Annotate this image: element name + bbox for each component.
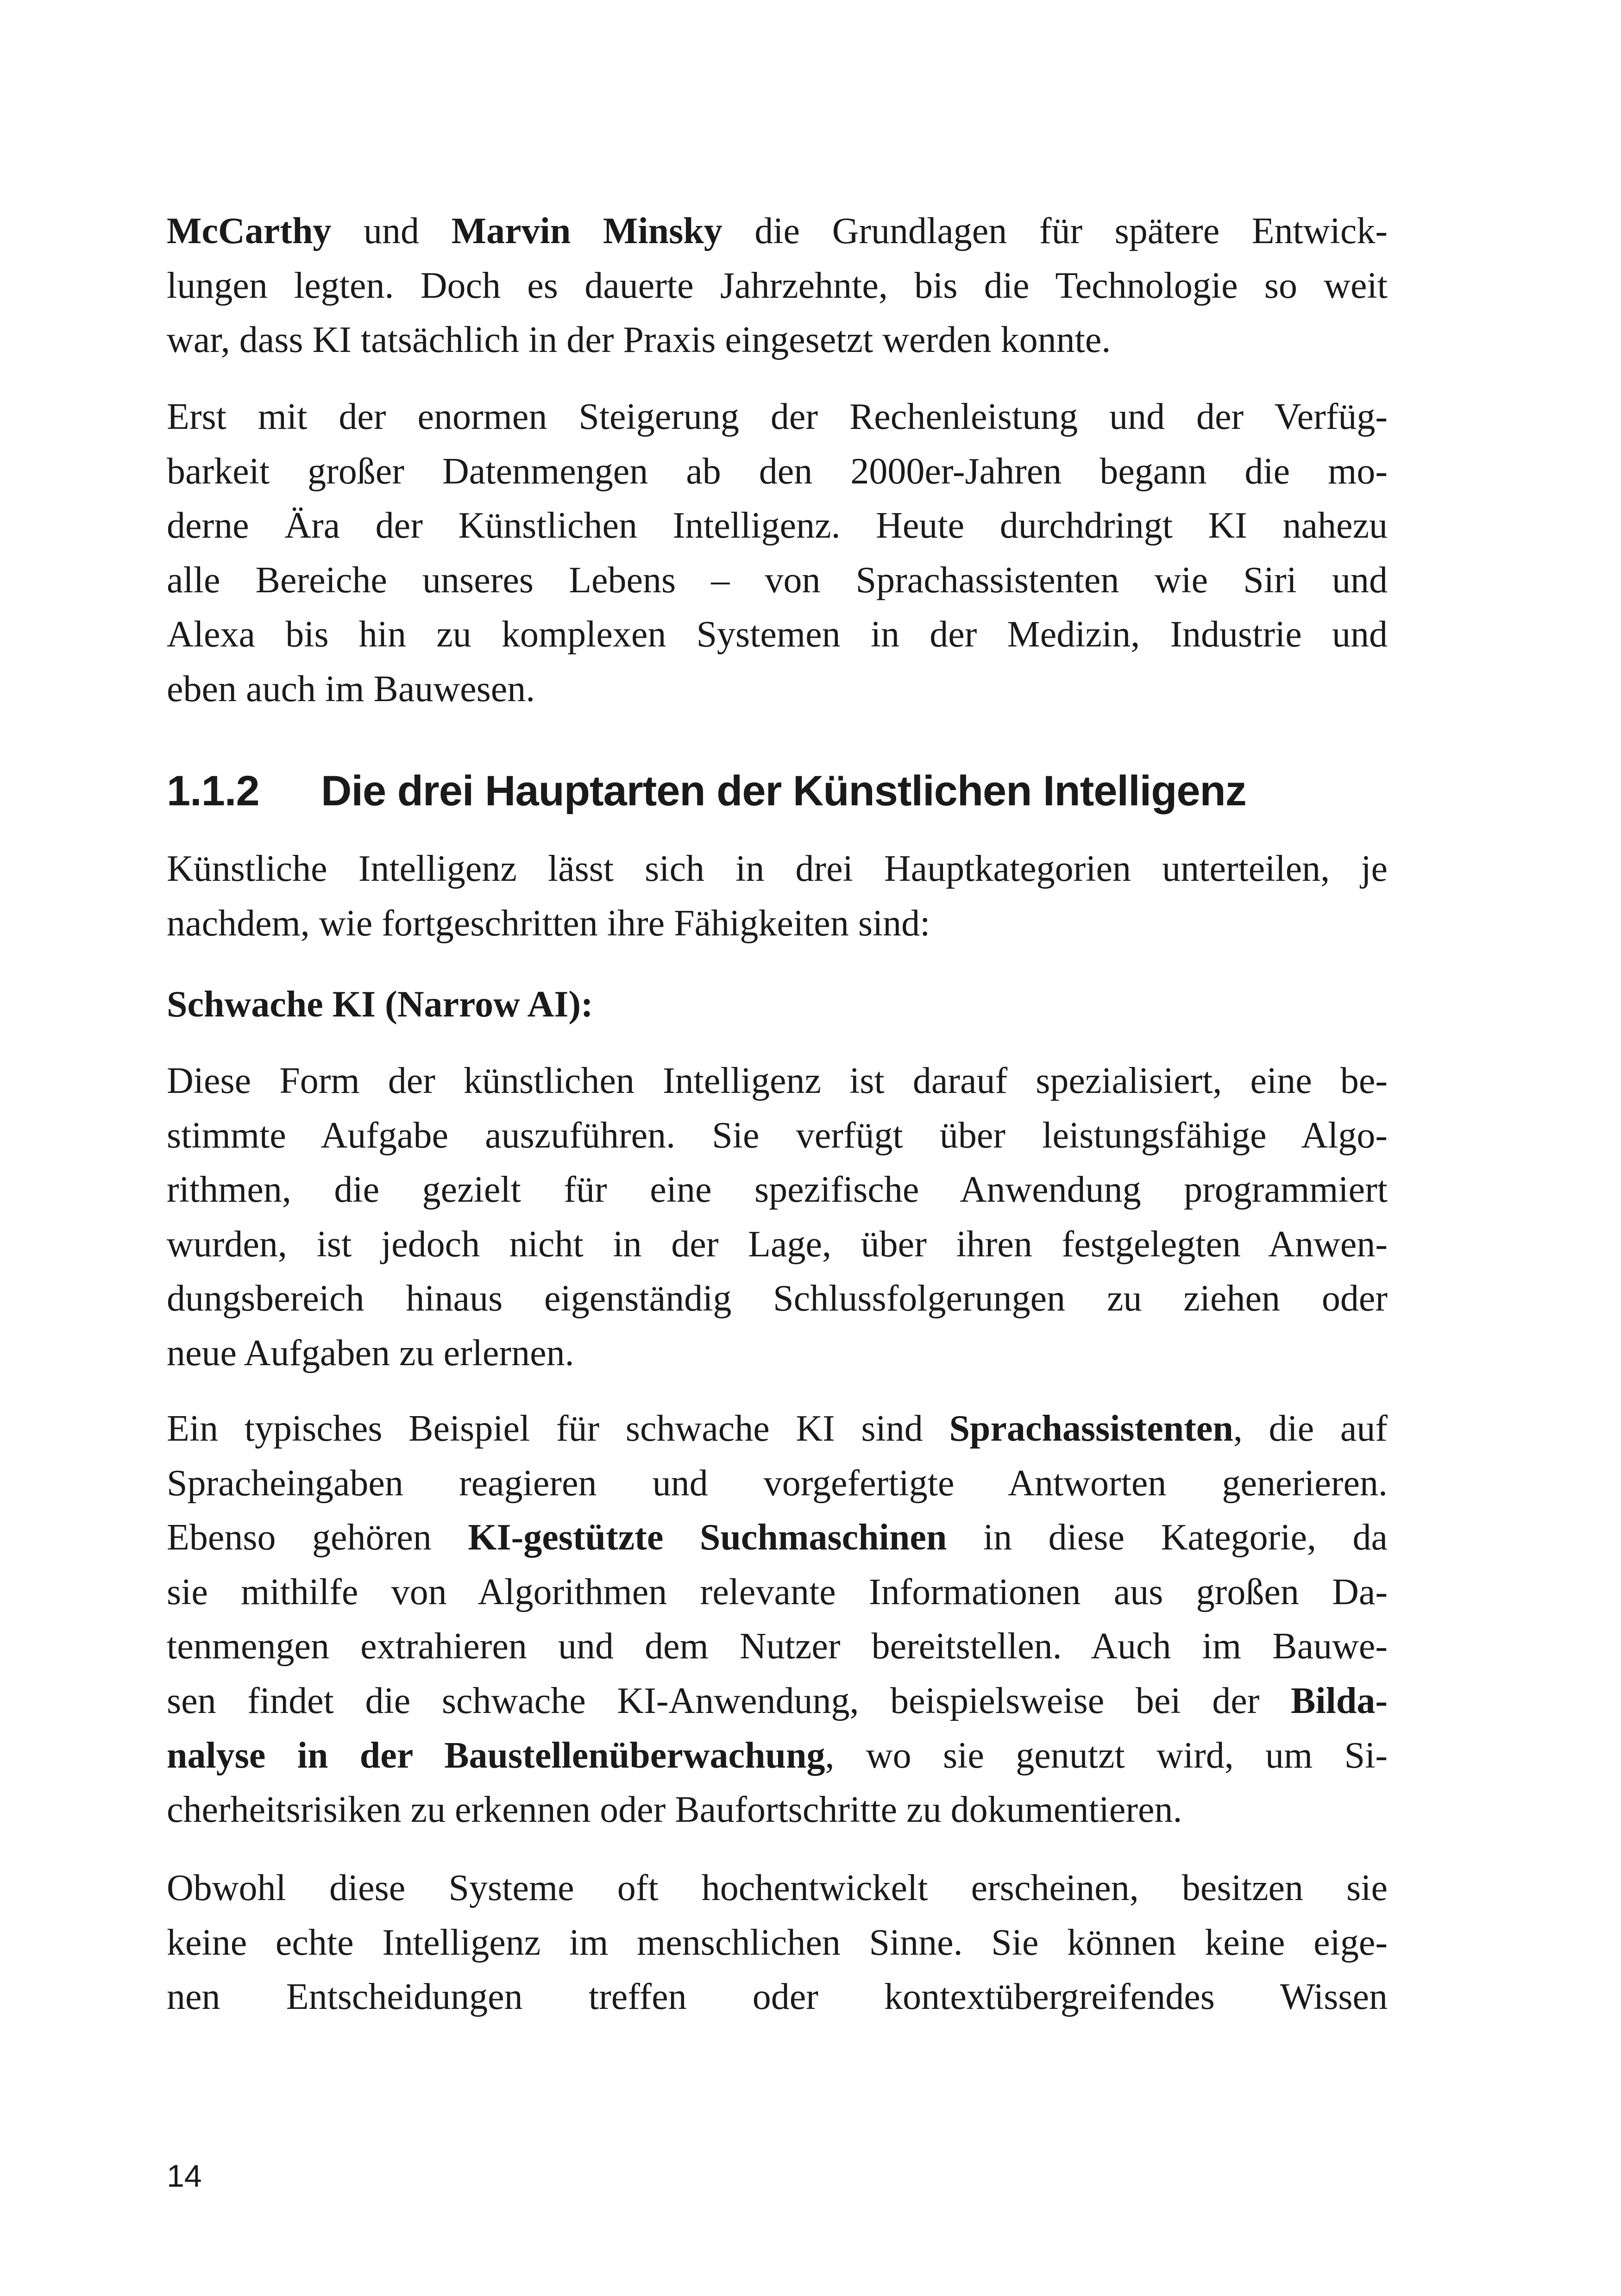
text-segment: keine echte Intelligenz im menschlichen Sinne. Sie können keine eige- [167,1922,1388,1963]
paragraph-narrow-ai-examples [167,1402,1388,1838]
paragraph-narrow-ai-limits [167,1861,1388,2025]
text-segment: Erst mit der enormen Steigerung der Rechenleistung und der Verfüg- [167,396,1388,437]
text-line [167,1861,1388,1916]
bold-text: Sprachassistenten [949,1408,1233,1449]
text-segment: Ein typisches Beispiel für schwache KI sind [167,1408,949,1449]
text-segment: nachdem, wie fortgeschritten ihre Fähigkeiten sind: [167,903,930,944]
text-line [167,445,1388,499]
text-segment: , die auf [1233,1408,1388,1449]
text-segment: , wo sie genutzt wird, um Si- [825,1735,1388,1776]
text-segment: derne Ära der Künstlichen Intelligenz. Heute durchdringt KI nahezu [167,505,1388,546]
text-line [167,499,1388,553]
text-line [167,897,1388,951]
text-line [167,1217,1388,1272]
text-line [167,1783,1388,1838]
text-line [167,259,1388,314]
text-segment: Alexa bis hin zu komplexen Systemen in der Medizin, Industrie und [167,614,1388,655]
bold-text: Schwache KI (Narrow AI): [167,984,593,1025]
text-line [167,313,1388,368]
text-line [167,1272,1388,1326]
text-segment: eben auch im Bauwesen. [167,668,535,709]
text-segment: neue Aufgaben zu erlernen. [167,1332,574,1374]
text-line [167,1916,1388,1970]
text-line [167,1109,1388,1163]
text-line [167,1729,1388,1783]
text-line [167,1163,1388,1217]
text-line [167,553,1388,608]
text-segment: in diese Kategorie, da [947,1517,1388,1558]
paragraph-intro-categories [167,842,1388,951]
text-segment: sen findet die schwache KI-Anwendung, beispielsweise bei der [167,1680,1291,1721]
section-title: Die drei Hauptarten der Künstlichen Intelligenz [321,767,1246,815]
bold-text: Marvin Minsky [451,211,723,251]
text-segment: alle Bereiche unseres Lebens – von Sprachassistenten wie Siri und [167,559,1388,601]
text-segment: dungsbereich hinaus eigenständig Schlussfolgerungen zu ziehen oder [167,1278,1388,1319]
paragraph-history-continued [167,204,1388,368]
text-segment: sie mithilfe von Algorithmen relevante Informationen aus großen Da- [167,1571,1388,1612]
text-segment: rithmen, die gezielt für eine spezifische Anwendung programmiert [167,1169,1388,1211]
text-segment: Ebenso gehören [167,1517,468,1558]
text-segment: war, dass KI tatsächlich in der Praxis eingesetzt werden konnte. [167,320,1111,361]
text-line [167,1619,1388,1674]
bold-text: Bilda- [1291,1680,1388,1721]
text-segment: cherheitsrisiken zu erkennen oder Baufortschritte zu dokumentieren. [167,1789,1182,1831]
text-segment: Diese Form der künstlichen Intelligenz ist darauf spezialisiert, eine be- [167,1060,1388,1101]
text-segment: Spracheingaben reagieren und vorgefertigte Antworten generieren. [167,1462,1388,1504]
text-line [167,1674,1388,1729]
text-segment: die Grundlagen für spätere Entwick- [722,211,1388,251]
section-number: 1.1.2 [167,767,259,815]
text-segment: Künstliche Intelligenz lässt sich in drei Hauptkategorien unterteilen, je [167,848,1388,889]
text-line [167,662,1388,717]
text-line [167,842,1388,897]
section-heading [167,759,1246,822]
bold-text: KI-gestützte Suchmaschinen [468,1517,947,1558]
text-line [167,1565,1388,1620]
subheading-narrow-ai [167,978,1388,1032]
text-segment: nen Entscheidungen treffen oder kontextübergreifendes Wissen [167,1976,1388,2018]
text-line [167,390,1388,445]
text-line [167,1511,1388,1565]
text-line [167,1326,1388,1381]
paragraph-modern-era [167,390,1388,717]
text-segment: wurden, ist jedoch nicht in der Lage, über ihren festgelegten Anwen- [167,1223,1388,1265]
text-line [167,1970,1388,2025]
text-segment: stimmte Aufgabe auszuführen. Sie verfügt über leistungsfähige Algo- [167,1115,1388,1156]
text-line [167,1402,1388,1456]
text-line [167,204,1388,259]
text-line [167,608,1388,662]
text-segment: tenmengen extrahieren und dem Nutzer bereitstellen. Auch im Bauwe- [167,1626,1388,1667]
bold-text: McCarthy [167,211,332,251]
bold-text: nalyse in der Baustellenüberwachung [167,1735,825,1776]
paragraph-narrow-ai-definition [167,1054,1388,1381]
text-segment: und [331,211,452,251]
text-segment: lungen legten. Doch es dauerte Jahrzehnte, bis die Technologie so weit [167,265,1388,306]
text-segment: barkeit großer Datenmengen ab den 2000er-Jahren begann die mo- [167,451,1388,492]
text-line [167,978,1388,1032]
text-line [167,1456,1388,1511]
page-number: 14 [167,2158,202,2194]
text-line [167,1054,1388,1109]
text-segment: Obwohl diese Systeme oft hochentwickelt erscheinen, besitzen sie [167,1868,1388,1908]
